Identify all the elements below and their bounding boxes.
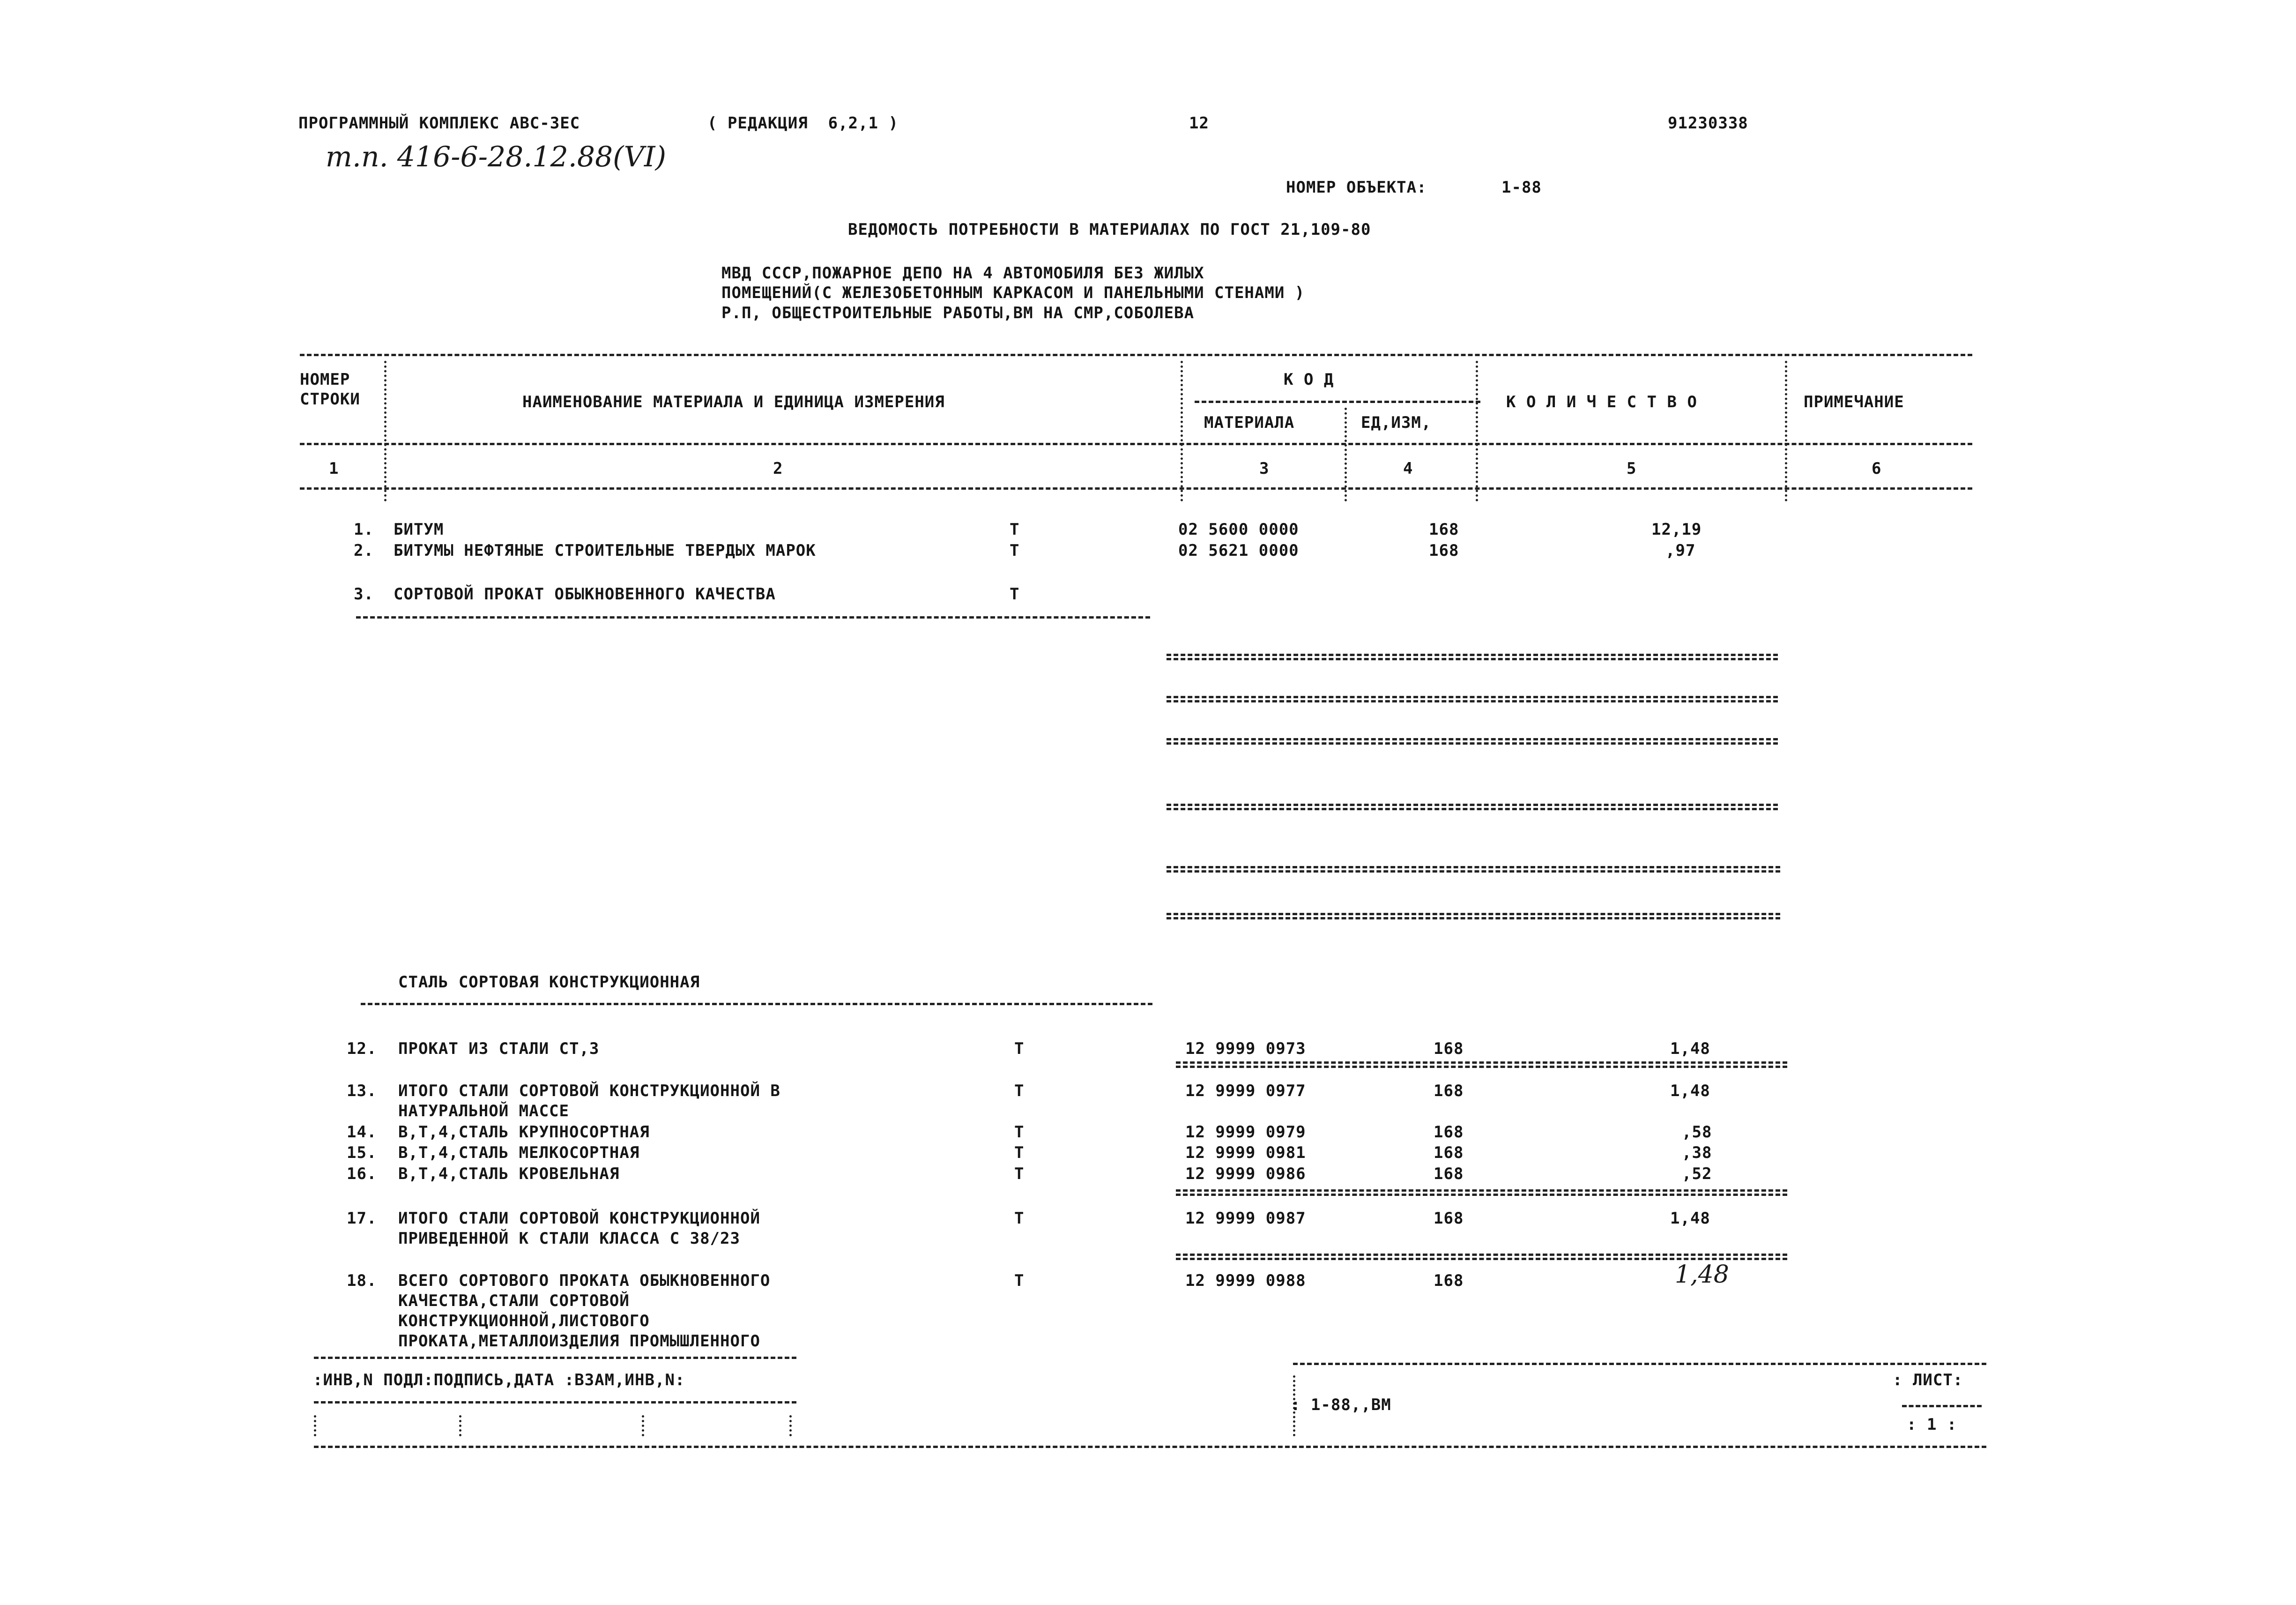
sheet-label: : ЛИСТ:: [1893, 1371, 1963, 1389]
unit: Т: [1010, 520, 1020, 539]
header-bottom-rule: [300, 443, 1972, 445]
col-sep-3: [1345, 408, 1347, 501]
row-number: 15.: [347, 1143, 377, 1162]
unit-code: 168: [1434, 1209, 1464, 1228]
material-name-cont: НАТУРАЛЬНОЙ МАССЕ: [398, 1102, 569, 1120]
quantity: 1,48: [1670, 1039, 1710, 1058]
unit: Т: [1010, 585, 1020, 604]
sheet-number: : 1 :: [1907, 1415, 1957, 1434]
material-code: 12 9999 0979: [1185, 1123, 1306, 1142]
header-name: НАИМЕНОВАНИЕ МАТЕРИАЛА И ЕДИНИЦА ИЗМЕРЕНИЯ: [522, 393, 945, 411]
row-number: 2.: [354, 541, 374, 560]
subtitle-line-3: Р.П, ОБЩЕСТРОИТЕЛЬНЫЕ РАБОТЫ,ВМ НА СМР,СОБОЛЕВА: [721, 304, 1195, 322]
header-code-unit: ЕД,ИЗМ,: [1361, 413, 1432, 432]
row-number: 17.: [347, 1209, 377, 1228]
material-name-cont: КОНСТРУКЦИОННОЙ,ЛИСТОВОГО: [398, 1312, 650, 1330]
double-rule: [1167, 696, 1778, 702]
handwritten-ref: т.п. 416-6-28.12.88(VI): [326, 141, 667, 173]
stamp-sep: [314, 1415, 316, 1436]
page-number: 12: [1189, 114, 1209, 133]
row-number: 16.: [347, 1165, 377, 1183]
header-note: ПРИМЕЧАНИЕ: [1804, 393, 1904, 411]
material-code: 02 5600 0000: [1178, 520, 1299, 539]
material-name: ПРОКАТ ИЗ СТАЛИ СТ,3: [398, 1039, 600, 1058]
unit-code: 168: [1434, 1271, 1464, 1290]
material-name: В,Т,4,СТАЛЬ КРОВЕЛЬНАЯ: [398, 1165, 620, 1183]
row-3-underline: [356, 616, 1150, 619]
material-code: 12 9999 0988: [1185, 1271, 1306, 1290]
double-rule: [1176, 1254, 1787, 1260]
subtitle-line-2: ПОМЕЩЕНИЙ(С ЖЕЛЕЗОБЕТОННЫМ КАРКАСОМ И ПАНЕЛЬНЫМИ СТЕНАМИ ): [721, 284, 1305, 302]
row-number: 18.: [347, 1271, 377, 1290]
unit: Т: [1014, 1271, 1025, 1290]
unit-code: 168: [1429, 520, 1459, 539]
quantity: ,97: [1665, 541, 1696, 560]
stamp-header: :ИНВ,N ПОДЛ:ПОДПИСЬ,ДАТА :ВЗАМ,ИНВ,N:: [313, 1371, 685, 1389]
quantity: ,52: [1682, 1165, 1712, 1183]
stamp-sep: [459, 1415, 461, 1436]
material-code: 02 5621 0000: [1178, 541, 1299, 560]
material-name-cont: ПРИВЕДЕННОЙ К СТАЛИ КЛАССА С 38/23: [398, 1229, 740, 1248]
unit: Т: [1014, 1165, 1025, 1183]
material-name: В,Т,4,СТАЛЬ КРУПНОСОРТНАЯ: [398, 1123, 650, 1142]
section-title: СТАЛЬ СОРТОВАЯ КОНСТРУКЦИОННАЯ: [398, 973, 700, 992]
titleblock-top-rule: [1293, 1363, 1986, 1365]
quantity: ,38: [1682, 1143, 1712, 1162]
material-name: В,Т,4,СТАЛЬ МЕЛКОСОРТНАЯ: [398, 1143, 640, 1162]
row-number: 1.: [354, 520, 374, 539]
stamp-sep: [789, 1415, 792, 1436]
quantity: ,58: [1682, 1123, 1712, 1142]
quantity: 1,48: [1670, 1082, 1710, 1100]
unit: Т: [1014, 1039, 1025, 1058]
doc-reference: : 1-88,,ВМ: [1291, 1396, 1391, 1414]
col-number-1: 1: [329, 459, 339, 478]
unit-code: 168: [1434, 1039, 1464, 1058]
col-number-3: 3: [1259, 459, 1270, 478]
row-number: 13.: [347, 1082, 377, 1100]
header-code: К О Д: [1284, 370, 1334, 389]
double-rule: [1167, 866, 1780, 873]
unit-code: 168: [1434, 1165, 1464, 1183]
unit-code: 168: [1429, 541, 1459, 560]
object-value: 1-88: [1501, 178, 1542, 197]
quantity: 1,48: [1670, 1209, 1710, 1228]
program-name: ПРОГРАММНЫЙ КОМПЛЕКС АВС-3ЕС: [298, 114, 580, 133]
double-rule: [1167, 804, 1778, 810]
material-name: ИТОГО СТАЛИ СОРТОВОЙ КОНСТРУКЦИОННОЙ В: [398, 1082, 780, 1100]
object-label: НОМЕР ОБЪЕКТА:: [1286, 178, 1427, 197]
header-row-no-1: НОМЕР: [300, 370, 350, 389]
quantity: 12,19: [1651, 520, 1702, 539]
material-name: ИТОГО СТАЛИ СОРТОВОЙ КОНСТРУКЦИОННОЙ: [398, 1209, 760, 1228]
material-code: 12 9999 0987: [1185, 1209, 1306, 1228]
row-number: 3.: [354, 585, 374, 604]
col-sep-5: [1785, 361, 1787, 501]
unit: Т: [1010, 541, 1020, 560]
unit-code: 168: [1434, 1143, 1464, 1162]
code-split-rule: [1195, 401, 1480, 403]
doc-code: 91230338: [1668, 114, 1748, 133]
unit: Т: [1014, 1123, 1025, 1142]
material-code: 12 9999 0986: [1185, 1165, 1306, 1183]
colnum-bottom-rule: [300, 487, 1972, 490]
col-number-6: 6: [1872, 459, 1882, 478]
report-title: ВЕДОМОСТЬ ПОТРЕБНОСТИ В МАТЕРИАЛАХ ПО ГОСТ 21,109-80: [848, 220, 1371, 239]
unit: Т: [1014, 1082, 1025, 1100]
row-number: 14.: [347, 1123, 377, 1142]
footer-bottom-rule: [314, 1446, 1986, 1448]
col-number-5: 5: [1627, 459, 1637, 478]
material-code: 12 9999 0977: [1185, 1082, 1306, 1100]
unit: Т: [1014, 1143, 1025, 1162]
stamp-mid-rule: [314, 1401, 796, 1403]
double-rule: [1176, 1189, 1787, 1196]
material-name: ВСЕГО СОРТОВОГО ПРОКАТА ОБЫКНОВЕННОГО: [398, 1271, 771, 1290]
stamp-top-rule: [314, 1357, 796, 1359]
double-rule: [1176, 1061, 1787, 1068]
section-underline: [361, 1003, 1152, 1005]
col-sep-4: [1476, 361, 1478, 501]
material-name: СОРТОВОЙ ПРОКАТ ОБЫКНОВЕННОГО КАЧЕСТВА: [394, 585, 776, 604]
header-row-no-2: СТРОКИ: [300, 390, 360, 409]
stamp-sep: [642, 1415, 644, 1436]
subtitle-line-1: МВД СССР,ПОЖАРНОЕ ДЕПО НА 4 АВТОМОБИЛЯ БЕЗ ЖИЛЫХ: [721, 264, 1204, 283]
double-rule: [1167, 913, 1780, 919]
quantity-handwritten: 1,48: [1675, 1261, 1729, 1289]
unit-code: 168: [1434, 1123, 1464, 1142]
material-name: БИТУМ: [394, 520, 444, 539]
double-rule: [1167, 738, 1778, 745]
material-name-cont: КАЧЕСТВА,СТАЛИ СОРТОВОЙ: [398, 1291, 630, 1310]
sheet-mid-rule: [1902, 1405, 1982, 1407]
material-name-cont: ПРОКАТА,МЕТАЛЛОИЗДЕЛИЯ ПРОМЫШЛЕННОГО: [398, 1332, 760, 1351]
double-rule: [1167, 654, 1778, 660]
col-number-2: 2: [773, 459, 783, 478]
header-quantity: К О Л И Ч Е С Т В О: [1506, 393, 1697, 411]
table-top-rule: [300, 354, 1972, 356]
col-sep-1: [384, 361, 386, 501]
row-number: 12.: [347, 1039, 377, 1058]
material-name: БИТУМЫ НЕФТЯНЫЕ СТРОИТЕЛЬНЫЕ ТВЕРДЫХ МАРОК: [394, 541, 816, 560]
unit: Т: [1014, 1209, 1025, 1228]
header-code-material: МАТЕРИАЛА: [1204, 413, 1295, 432]
col-sep-2: [1181, 361, 1183, 501]
unit-code: 168: [1434, 1082, 1464, 1100]
col-number-4: 4: [1403, 459, 1413, 478]
material-code: 12 9999 0981: [1185, 1143, 1306, 1162]
edition: ( РЕДАКЦИЯ 6,2,1 ): [707, 114, 899, 133]
material-code: 12 9999 0973: [1185, 1039, 1306, 1058]
